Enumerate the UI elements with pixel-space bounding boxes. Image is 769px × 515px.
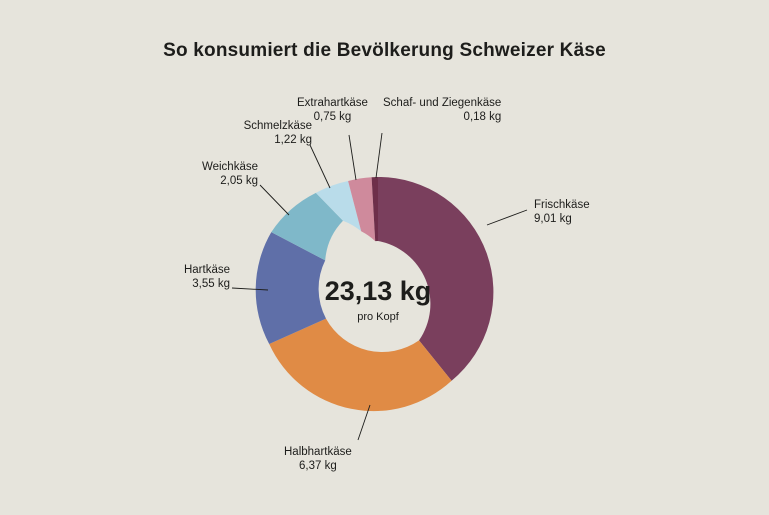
- leader-frischkaese: [487, 210, 527, 225]
- label-schaf-und-ziegenkaese: [383, 96, 501, 124]
- label-schmelzkaese: [200, 119, 312, 147]
- center-value: 23,13 kg: [324, 276, 432, 306]
- label-schmelzkaese-name: Schmelzkäse: [243, 120, 312, 132]
- label-extrahartkaese-name: Extrahartkäse: [297, 97, 368, 109]
- label-hartkaese-value: 3,55 kg: [192, 278, 230, 290]
- label-weichkaese-name: Weichkäse: [201, 161, 258, 173]
- label-weichkaese: [148, 160, 258, 188]
- label-frischkaese-name: Frischkäse: [534, 199, 590, 211]
- leader-schmelzkaese: [310, 145, 330, 188]
- chart-title: So konsumiert die Bevölkerung Schweizer Käse: [163, 40, 606, 61]
- label-halbhartkaese-value: 6,37 kg: [299, 460, 337, 472]
- label-halbhartkaese: [284, 445, 352, 473]
- label-schaf-und-ziegenkaese-name: Schaf- und Ziegenkäse: [383, 97, 502, 109]
- label-frischkaese: [534, 198, 590, 226]
- center-sublabel: pro Kopf: [357, 311, 399, 323]
- label-schmelzkaese-value: 1,22 kg: [274, 134, 312, 146]
- label-schaf-und-ziegenkaese-value: 0,18 kg: [463, 111, 502, 123]
- leader-weichkaese: [260, 185, 289, 215]
- label-extrahartkaese-value: 0,75 kg: [313, 111, 352, 123]
- label-extrahartkaese: [297, 96, 368, 124]
- label-hartkaese-name: Hartkäse: [183, 264, 230, 276]
- leader-schaf-und-ziegenkaese: [376, 133, 382, 178]
- leader-extrahartkaese: [349, 135, 356, 180]
- label-halbhartkaese-name: Halbhartkäse: [284, 446, 352, 458]
- label-hartkaese: [120, 263, 230, 291]
- label-weichkaese-value: 2,05 kg: [220, 175, 258, 187]
- label-frischkaese-value: 9,01 kg: [534, 213, 572, 225]
